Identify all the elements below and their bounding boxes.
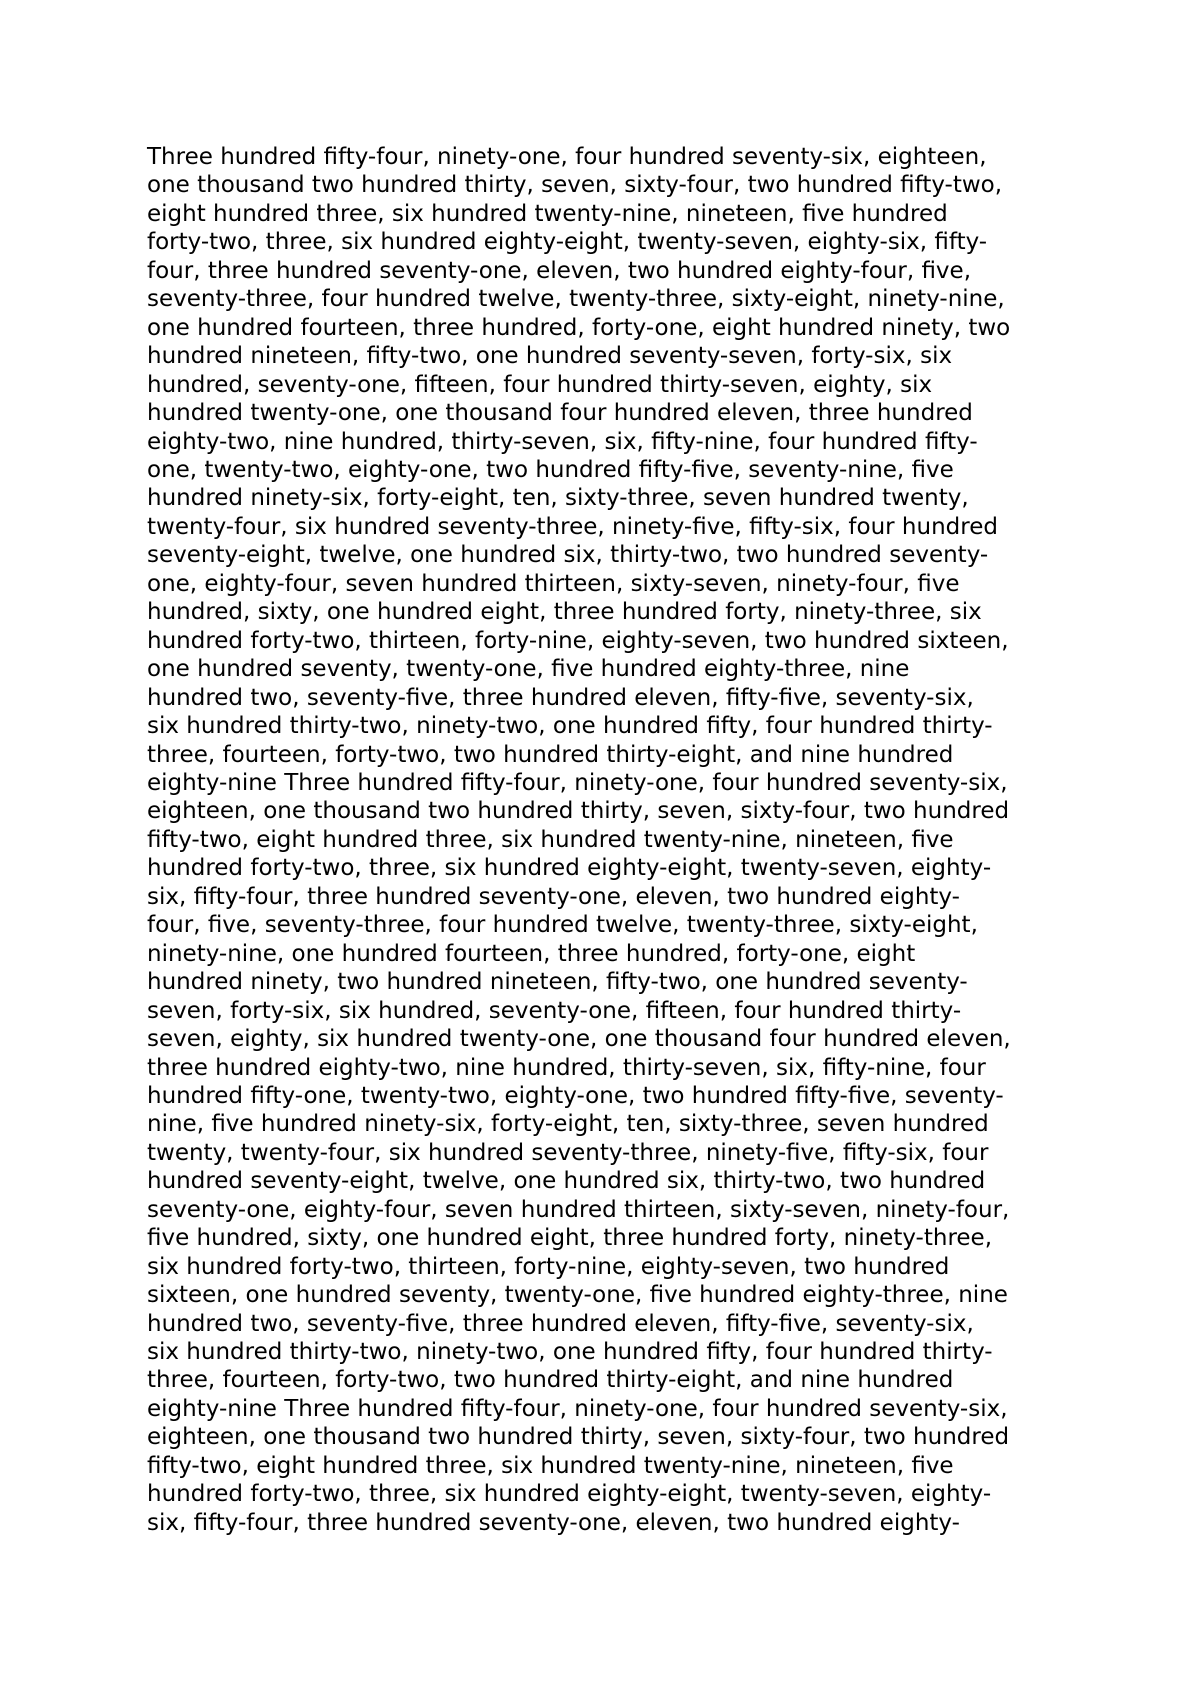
text-line: fifty-two, eight hundred three, six hundred twenty-nine, nineteen, five <box>147 1452 954 1479</box>
text-line: four, five, seventy-three, four hundred twelve, twenty-three, sixty-eight, <box>147 912 978 939</box>
text-line: eighteen, one thousand two hundred thirty, seven, sixty-four, two hundred <box>147 1424 1010 1451</box>
text-line: hundred two, seventy-five, three hundred eleven, fifty-five, seventy-six, <box>147 684 974 711</box>
text-line: twenty, twenty-four, six hundred seventy-three, ninety-five, fifty-six, four <box>147 1139 989 1166</box>
text-line: hundred nineteen, fifty-two, one hundred seventy-seven, forty-six, six <box>147 343 953 370</box>
text-line: twenty-four, six hundred seventy-three, ninety-five, fifty-six, four hundred <box>147 513 998 540</box>
text-line: six hundred thirty-two, ninety-two, one hundred fifty, four hundred thirty- <box>147 713 993 740</box>
text-line: eighteen, one thousand two hundred thirty, seven, sixty-four, two hundred <box>147 798 1010 825</box>
text-line: four, three hundred seventy-one, eleven, two hundred eighty-four, five, <box>147 257 972 284</box>
text-line: hundred fifty-one, twenty-two, eighty-one, two hundred fifty-five, seventy- <box>147 1082 1004 1109</box>
text-line: three hundred eighty-two, nine hundred, thirty-seven, six, fifty-nine, four <box>147 1054 986 1081</box>
text-line: hundred forty-two, three, six hundred eighty-eight, twenty-seven, eighty- <box>147 1481 992 1508</box>
text-line: six, fifty-four, three hundred seventy-one, eleven, two hundred eighty- <box>147 883 960 910</box>
text-line: one, twenty-two, eighty-one, two hundred fifty-five, seventy-nine, five <box>147 456 954 483</box>
text-line: fifty-two, eight hundred three, six hundred twenty-nine, nineteen, five <box>147 826 954 853</box>
text-line: hundred, sixty, one hundred eight, three hundred forty, ninety-three, six <box>147 599 982 626</box>
text-line: seven, forty-six, six hundred, seventy-one, fifteen, four hundred thirty- <box>147 997 962 1024</box>
text-line: one, eighty-four, seven hundred thirteen, sixty-seven, ninety-four, five <box>147 570 960 597</box>
text-line: eighty-two, nine hundred, thirty-seven, six, fifty-nine, four hundred fifty- <box>147 428 978 455</box>
text-line: hundred forty-two, three, six hundred eighty-eight, twenty-seven, eighty- <box>147 855 992 882</box>
text-line: hundred seventy-eight, twelve, one hundred six, thirty-two, two hundred <box>147 1168 986 1195</box>
text-line: five hundred, sixty, one hundred eight, three hundred forty, ninety-three, <box>147 1225 993 1252</box>
text-line: six hundred forty-two, thirteen, forty-nine, eighty-seven, two hundred <box>147 1253 950 1280</box>
text-line: eighty-nine Three hundred fifty-four, ninety-one, four hundred seventy-six, <box>147 1395 1008 1422</box>
text-line: hundred ninety-six, forty-eight, ten, sixty-three, seven hundred twenty, <box>147 485 969 512</box>
text-line: one hundred seventy, twenty-one, five hundred eighty-three, nine <box>147 656 910 683</box>
text-line: seventy-three, four hundred twelve, twenty-three, sixty-eight, ninety-nine, <box>147 286 1005 313</box>
text-line: eight hundred three, six hundred twenty-nine, nineteen, five hundred <box>147 200 948 227</box>
text-line: one thousand two hundred thirty, seven, sixty-four, two hundred fifty-two, <box>147 172 1003 199</box>
body-text <box>147 143 1077 1537</box>
text-line: three, fourteen, forty-two, two hundred thirty-eight, and nine hundred <box>147 741 954 768</box>
text-line: eighty-nine Three hundred fifty-four, ninety-one, four hundred seventy-six, <box>147 769 1008 796</box>
text-line: nine, five hundred ninety-six, forty-eight, ten, sixty-three, seven hundred <box>147 1111 989 1138</box>
text-line: three, fourteen, forty-two, two hundred thirty-eight, and nine hundred <box>147 1367 954 1394</box>
text-line: Three hundred fifty-four, ninety-one, four hundred seventy-six, eighteen, <box>147 144 987 170</box>
text-line: one hundred fourteen, three hundred, forty-one, eight hundred ninety, two <box>147 314 1011 341</box>
text-line: hundred twenty-one, one thousand four hundred eleven, three hundred <box>147 400 973 427</box>
text-line: six, fifty-four, three hundred seventy-one, eleven, two hundred eighty- <box>147 1509 960 1536</box>
text-line: hundred two, seventy-five, three hundred eleven, fifty-five, seventy-six, <box>147 1310 974 1337</box>
text-line: hundred forty-two, thirteen, forty-nine, eighty-seven, two hundred sixteen, <box>147 627 1009 654</box>
text-line: seven, eighty, six hundred twenty-one, one thousand four hundred eleven, <box>147 1026 1011 1053</box>
text-line: hundred, seventy-one, fifteen, four hundred thirty-seven, eighty, six <box>147 371 933 398</box>
text-line: seventy-eight, twelve, one hundred six, thirty-two, two hundred seventy- <box>147 542 989 569</box>
text-line: six hundred thirty-two, ninety-two, one hundred fifty, four hundred thirty- <box>147 1339 993 1366</box>
text-line: ninety-nine, one hundred fourteen, three hundred, forty-one, eight <box>147 940 916 967</box>
text-line: seventy-one, eighty-four, seven hundred thirteen, sixty-seven, ninety-four, <box>147 1196 1010 1223</box>
text-line: sixteen, one hundred seventy, twenty-one, five hundred eighty-three, nine <box>147 1282 1008 1309</box>
text-line: forty-two, three, six hundred eighty-eight, twenty-seven, eighty-six, fifty- <box>147 229 988 256</box>
text-line: hundred ninety, two hundred nineteen, fifty-two, one hundred seventy- <box>147 969 968 996</box>
